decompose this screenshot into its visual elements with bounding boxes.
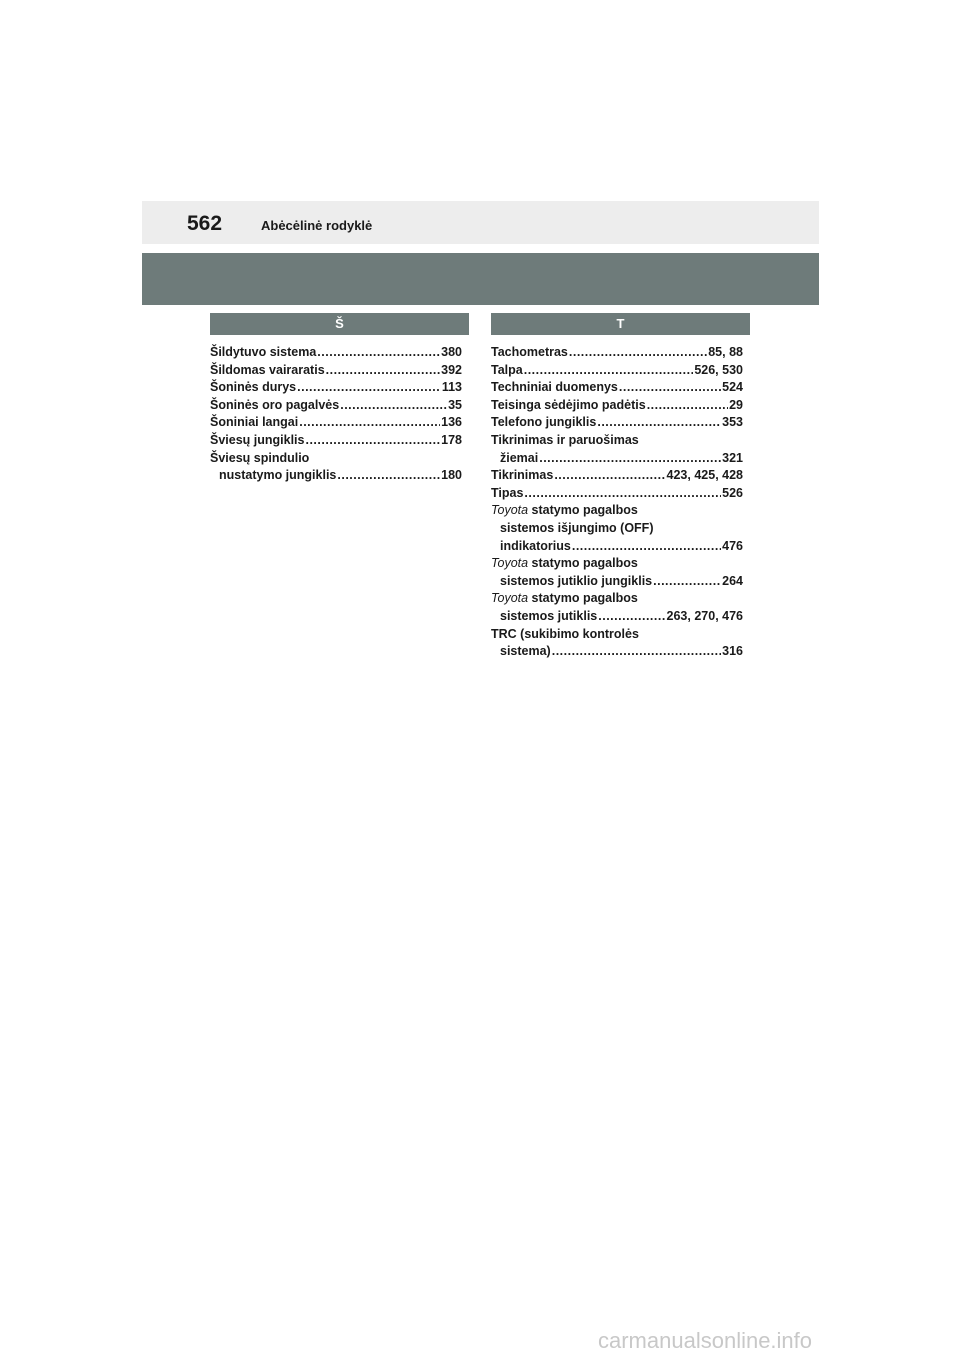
index-entry: TRC (sukibimo kontrolės sistema) ..... 316 bbox=[491, 626, 743, 661]
index-column-s bbox=[210, 344, 462, 485]
index-entry: Toyota statymo pagalbos sistemos jutiklis ..... 263, 270, 476 bbox=[491, 590, 743, 625]
index-entry: Teisinga sėdėjimo padėtis ..... 29 bbox=[491, 397, 743, 415]
section-title: Abėcėlinė rodyklė bbox=[261, 218, 373, 233]
index-entry: Tipas ..... 526 bbox=[491, 485, 743, 503]
index-entry: Tikrinimas ir paruošimas žiemai ..... 321 bbox=[491, 432, 743, 467]
header-band bbox=[142, 253, 819, 305]
index-entry: Šildytuvo sistema ..... 380 bbox=[210, 344, 462, 362]
index-entry: Šildomas vairaratis ..... 392 bbox=[210, 362, 462, 380]
index-entry: Šoninės durys ..... 113 bbox=[210, 379, 462, 397]
index-entry: Šviesų jungiklis ..... 178 bbox=[210, 432, 462, 450]
index-entry: Toyota statymo pagalbos sistemos išjungimo (OFF) indikatorius ..... 476 bbox=[491, 502, 743, 555]
index-entry: Talpa ..... 526, 530 bbox=[491, 362, 743, 380]
index-entry: Šviesų spindulio nustatymo jungiklis ..... 180 bbox=[210, 450, 462, 485]
page-number: 562 bbox=[187, 212, 223, 235]
index-entry: Techniniai duomenys ..... 524 bbox=[491, 379, 743, 397]
index-entry: Toyota statymo pagalbos sistemos jutiklio jungiklis ..... 264 bbox=[491, 555, 743, 590]
watermark-text: carmanualsonline.info bbox=[598, 1328, 813, 1353]
index-entry: Telefono jungiklis ..... 353 bbox=[491, 414, 743, 432]
index-entry: Šoniniai langai ..... 136 bbox=[210, 414, 462, 432]
index-column-t bbox=[491, 344, 743, 661]
header-bar bbox=[142, 201, 819, 244]
index-entry: Tachometras ..... 85, 88 bbox=[491, 344, 743, 362]
index-entry: Tikrinimas ..... 423, 425, 428 bbox=[491, 467, 743, 485]
index-entry: Šoninės oro pagalvės ..... 35 bbox=[210, 397, 462, 415]
letter-heading-s: Š bbox=[210, 313, 469, 335]
letter-heading-t: T bbox=[491, 313, 750, 335]
